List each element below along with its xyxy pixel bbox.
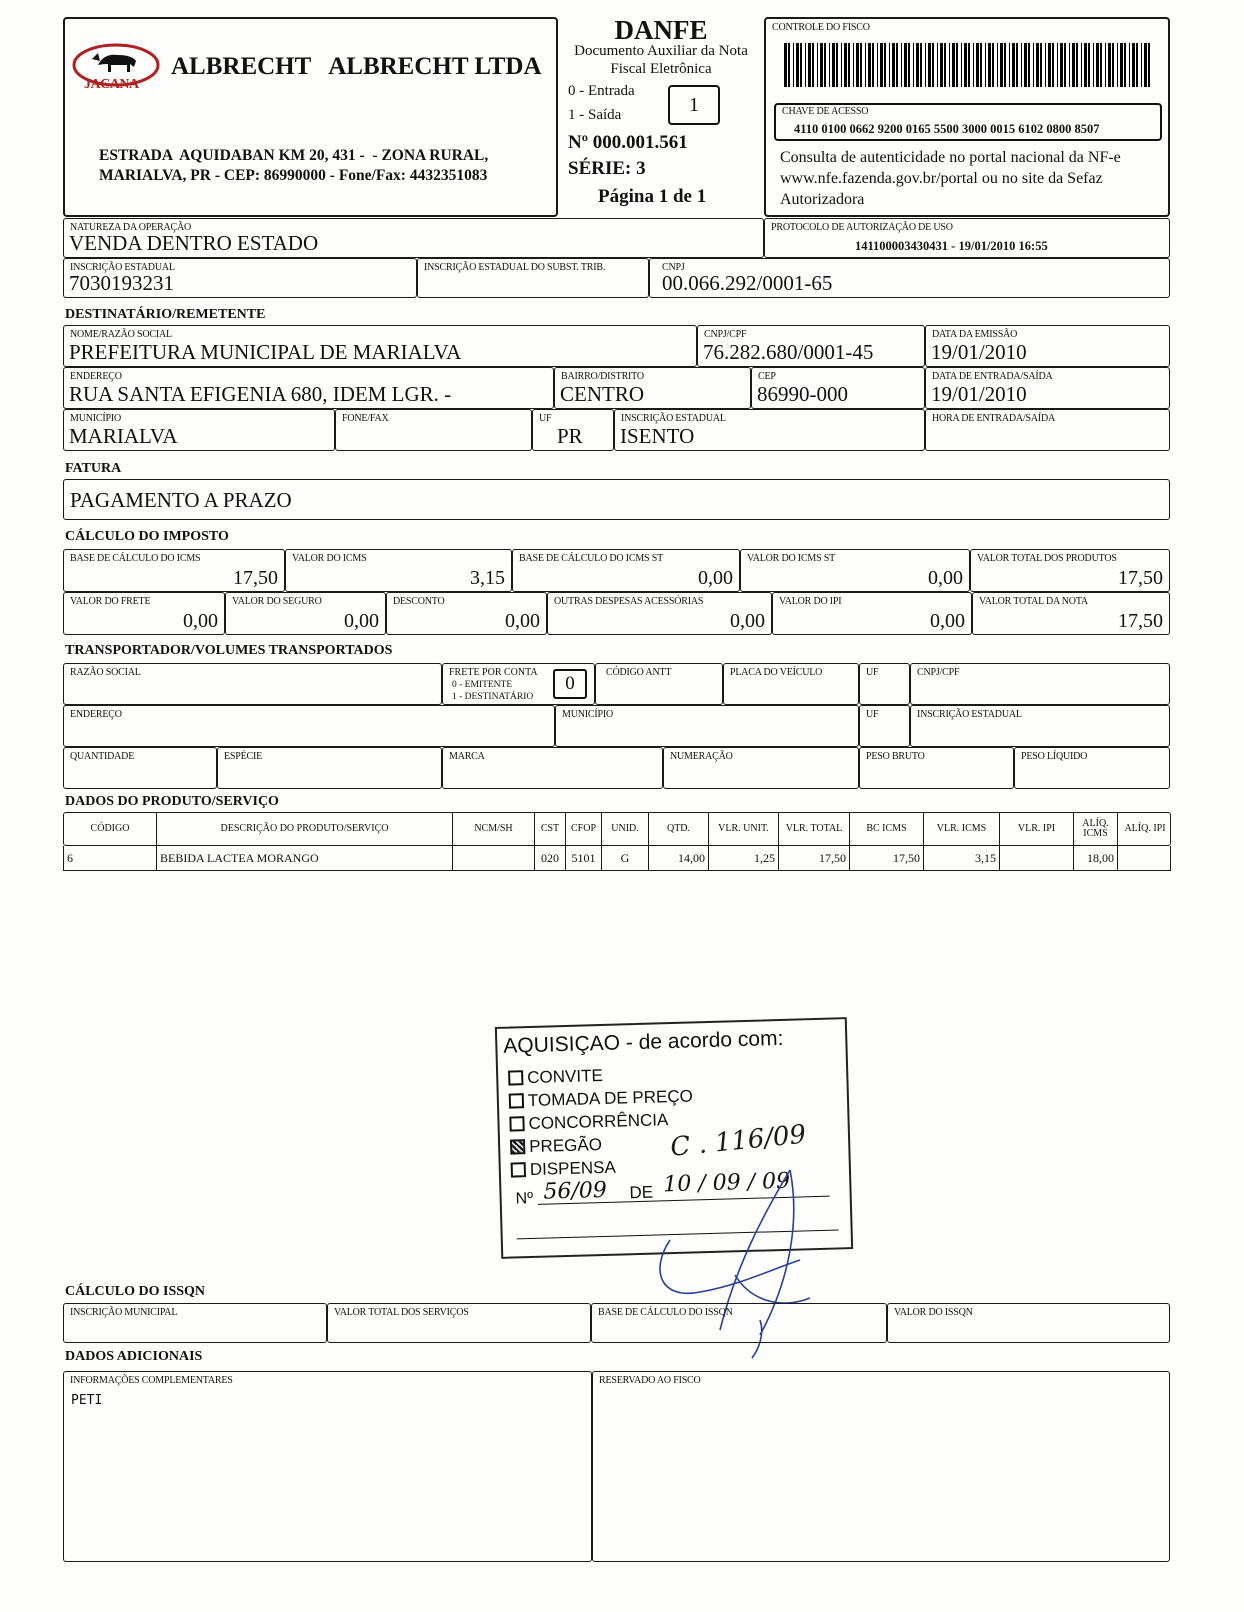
barcode-bar [1000, 43, 1003, 87]
barcode-bar [1072, 43, 1075, 87]
stamp-option-dispensa: DISPENSA [511, 1158, 617, 1181]
transp-ie-field: INSCRIÇÃO ESTADUAL [910, 705, 1170, 747]
barcode-bar [784, 43, 787, 87]
imposto-valor-icms-st: VALOR DO ICMS ST 0,00 [740, 549, 970, 592]
danfe-numero: Nº 000.001.561 [568, 132, 688, 153]
barcode-bar [932, 43, 934, 87]
consulta-text: Consulta de autenticidade no portal nacional da NF-e www.nfe.fazenda.gov.br/portal ou no site da Sefaz Autorizadora [780, 149, 1121, 208]
dest-uf-value: PR [557, 424, 583, 448]
transp-antt-field: CÓDIGO ANTT [595, 663, 723, 705]
transp-endereco-field: ENDEREÇO [63, 705, 555, 747]
barcode-bar [997, 43, 998, 87]
barcode-bar [1021, 43, 1022, 87]
barcode-bar [944, 43, 946, 87]
barcode-bar [1052, 43, 1054, 87]
barcode-bar [1016, 43, 1018, 87]
stamp-no-label: Nº [515, 1189, 534, 1208]
transporte-section-title: TRANSPORTADOR/VOLUMES TRANSPORTADOS [65, 643, 393, 658]
imposto-valor-icms: VALOR DO ICMS 3,15 [285, 549, 512, 592]
controle-fisco-label: CONTROLE DO FISCO [772, 22, 870, 33]
transp-cnpj-field: CNPJ/CPF [910, 663, 1170, 705]
barcode-bar [805, 43, 806, 87]
transp-peso-bruto-field: PESO BRUTO [859, 747, 1014, 789]
danfe-title: DANFE [614, 15, 708, 45]
barcode-bar [1084, 43, 1087, 87]
imposto-seguro: VALOR DO SEGURO 0,00 [225, 592, 386, 635]
issqn-valor-field: VALOR DO ISSQN [887, 1303, 1170, 1343]
barcode-bar [1024, 43, 1027, 87]
danfe-tipo-box [668, 85, 720, 125]
destinatario-section-title: DESTINATÁRIO/REMETENTE [65, 307, 266, 322]
barcode-bar [889, 43, 890, 87]
barcode-bar [1036, 43, 1039, 87]
transp-razao-field: RAZÃO SOCIAL [63, 663, 442, 705]
barcode-bar [901, 43, 902, 87]
barcode-bar [940, 43, 943, 87]
barcode-bar [1148, 43, 1150, 87]
stamp-option-pregao: PREGÃO [510, 1135, 602, 1158]
barcode-bar [956, 43, 958, 87]
dest-endereco-value: RUA SANTA EFIGENIA 680, IDEM LGR. - [69, 382, 452, 406]
barcode-bar [1012, 43, 1015, 87]
imposto-base-icms: BASE DE CÁLCULO DO ICMS 17,50 [63, 549, 285, 592]
dest-endereco-field: ENDEREÇO RUA SANTA EFIGENIA 680, IDEM LGR. - [63, 367, 554, 409]
barcode-bar [925, 43, 926, 87]
ie-field: INSCRIÇÃO ESTADUAL 7030193231 [63, 258, 417, 298]
dest-nome-field: NOME/RAZÃO SOCIAL PREFEITURA MUNICIPAL DE MARIALVA [63, 325, 697, 367]
ie-st-field: INSCRIÇÃO ESTADUAL DO SUBST. TRIB. [417, 258, 649, 298]
issqn-section-title: CÁLCULO DO ISSQN [65, 1284, 206, 1299]
chave-acesso-value: 4110 0100 0662 9200 0165 5500 3000 0015 6102 0800 8507 [794, 122, 1100, 136]
imposto-valor-ipi: VALOR DO IPI 0,00 [772, 592, 972, 635]
dest-ie-value: ISENTO [620, 424, 695, 448]
barcode-bar [860, 43, 862, 87]
barcode-bar [1045, 43, 1046, 87]
barcode-bar [880, 43, 883, 87]
dest-emissao-value: 19/01/2010 [931, 340, 1027, 364]
chave-acesso-label: CHAVE DE ACESSO [782, 106, 869, 117]
emitente-address-line2: MARIALVA, PR - CEP: 86990000 - Fone/Fax: 4432351083 [99, 167, 488, 184]
barcode-bar [1136, 43, 1138, 87]
barcode-bar [832, 43, 835, 87]
dest-emissao-field: DATA DA EMISSÃO 19/01/2010 [925, 325, 1170, 367]
stamp-de-value: 10 / 09 / 09 [662, 1168, 791, 1198]
barcode-bar [853, 43, 854, 87]
barcode-bar [848, 43, 850, 87]
barcode-bar [1028, 43, 1030, 87]
stamp-option-convite: CONVITE [508, 1066, 603, 1089]
cnpj-emitente-value: 00.066.292/0001-65 [662, 271, 833, 295]
barcode-bar [920, 43, 922, 87]
barcode-bar [1081, 43, 1082, 87]
danfe-subtitle-1: Documento Auxiliar da Nota [574, 43, 748, 59]
reservado-fisco-field: RESERVADO AO FISCO [592, 1371, 1170, 1562]
barcode-bar [980, 43, 982, 87]
table-row: 6 BEBIDA LACTEA MORANGO 020 5101 G 14,00 1,25 17,50 17,50 3,15 18,00 [63, 846, 1171, 871]
barcode-bar [1040, 43, 1042, 87]
barcode-bar [985, 43, 986, 87]
emitente-box [63, 17, 558, 217]
dest-cnpj-value: 76.282.680/0001-45 [703, 340, 874, 364]
checkbox-icon [509, 1116, 524, 1131]
dest-municipio-field: MUNICÍPIO MARIALVA [63, 409, 335, 451]
imposto-outras-despesas: OUTRAS DESPESAS ACESSÓRIAS 0,00 [547, 592, 772, 635]
issqn-base-field: BASE DE CÁLCULO DO ISSQN [591, 1303, 887, 1343]
barcode-bar [788, 43, 790, 87]
barcode-bar [1105, 43, 1106, 87]
produtos-header-row: CÓDIGO DESCRIÇÃO DO PRODUTO/SERVIÇO NCM/SH CST CFOP UNID. QTD. VLR. UNIT. VLR. TOTAL BC ICMS VLR. ICMS VLR. IPI ALÍQ. ICMS ALÍQ. IPI [63, 812, 1171, 846]
barcode-bar [1120, 43, 1123, 87]
stamp-de-label: DE [629, 1182, 654, 1203]
fatura-section-title: FATURA [65, 461, 122, 476]
transp-marca-field: MARCA [442, 747, 663, 789]
dest-uf-field: UF PR [532, 409, 614, 451]
barcode-bar [1064, 43, 1066, 87]
transp-placa-field: PLACA DO VEÍCULO [723, 663, 859, 705]
transp-numeracao-field: NUMERAÇÃO [663, 747, 859, 789]
barcode-bar [829, 43, 830, 87]
dest-saida-value: 19/01/2010 [931, 382, 1027, 406]
danfe-center [558, 17, 764, 217]
produtos-section-title: DADOS DO PRODUTO/SERVIÇO [65, 794, 279, 809]
transp-uf2-field: UF [859, 705, 910, 747]
barcode-bar [1096, 43, 1099, 87]
barcode-bar [793, 43, 794, 87]
danfe-subtitle-2: Fiscal Eletrônica [610, 61, 712, 77]
danfe-entrada: 0 - Entrada [568, 83, 635, 99]
checked-checkbox-icon [510, 1139, 525, 1154]
barcode-bar [868, 43, 871, 87]
barcode-bar [1100, 43, 1102, 87]
barcode-bar [1009, 43, 1010, 87]
transp-peso-liquido-field: PESO LÍQUIDO [1014, 747, 1170, 789]
barcode-bar [908, 43, 910, 87]
barcode-bar [913, 43, 914, 87]
barcode-bar [800, 43, 802, 87]
barcode-bar [1112, 43, 1114, 87]
checkbox-icon [508, 1070, 523, 1085]
transp-especie-field: ESPÉCIE [217, 747, 442, 789]
transp-frete-field: FRETE POR CONTA 0 - EMITENTE 1 - DESTINATÁRIO 0 [442, 663, 595, 705]
imposto-total-produtos: VALOR TOTAL DOS PRODUTOS 17,50 [970, 549, 1170, 592]
barcode-bar [841, 43, 842, 87]
transp-uf-field: UF [859, 663, 910, 705]
barcode-bar [865, 43, 866, 87]
protocolo-field: PROTOCOLO DE AUTORIZAÇÃO DE USO 141100003430431 - 19/01/2010 16:55 [764, 218, 1170, 258]
dest-fone-field: FONE/FAX [335, 409, 532, 451]
issqn-servicos-field: VALOR TOTAL DOS SERVIÇOS [327, 1303, 591, 1343]
info-complementares-field: INFORMAÇÕES COMPLEMENTARES PETI [63, 1371, 592, 1562]
dest-municipio-value: MARIALVA [69, 424, 178, 448]
barcode-bar [949, 43, 950, 87]
barcode-bar [964, 43, 967, 87]
barcode-bar [968, 43, 970, 87]
barcode-bar [872, 43, 874, 87]
imposto-total-nota: VALOR TOTAL DA NOTA 17,50 [972, 592, 1170, 635]
barcode-bar [1033, 43, 1034, 87]
company-logo [70, 41, 162, 95]
danfe-saida: 1 - Saída [568, 107, 622, 123]
barcode-bar [877, 43, 878, 87]
stamp-option-concorrencia: CONCORRÊNCIA [509, 1110, 668, 1134]
fatura-value: PAGAMENTO A PRAZO [70, 488, 292, 512]
info-complementares-value: PETI [71, 1393, 103, 1408]
barcode-bar [836, 43, 838, 87]
barcode-bar [1132, 43, 1135, 87]
barcode-bar [1129, 43, 1130, 87]
barcode-bar [817, 43, 818, 87]
barcode-bar [988, 43, 991, 87]
stamp-title: AQUISIÇAO - de acordo com: [503, 1026, 784, 1058]
barcode-bar [796, 43, 799, 87]
barcode-bar [976, 43, 979, 87]
barcode-bar [820, 43, 823, 87]
danfe-serie: SÉRIE: 3 [568, 158, 646, 179]
imposto-frete: VALOR DO FRETE 0,00 [63, 592, 225, 635]
barcode-bar [1060, 43, 1063, 87]
barcode-bar [856, 43, 859, 87]
imposto-section-title: CÁLCULO DO IMPOSTO [65, 529, 229, 544]
controle-fisco-box [764, 17, 1170, 217]
barcode-bar [1076, 43, 1078, 87]
barcode-bar [884, 43, 886, 87]
barcode-bar [952, 43, 955, 87]
barcode-bar [1141, 43, 1142, 87]
imposto-desconto: DESCONTO 0,00 [386, 592, 547, 635]
logo-text: JACANA [84, 77, 139, 92]
emitente-name: ALBRECHT ALBRECHT LTDA [171, 53, 542, 80]
barcode-bar [824, 43, 826, 87]
chave-acesso-box [774, 103, 1162, 141]
barcode-bar [1057, 43, 1058, 87]
barcode-bar [973, 43, 974, 87]
barcode-bar [812, 43, 814, 87]
danfe-pagina: Página 1 de 1 [598, 186, 707, 207]
barcode-bar [1048, 43, 1051, 87]
stamp-option-tomada: TOMADA DE PREÇO [509, 1086, 693, 1111]
barcode-bar [937, 43, 938, 87]
checkbox-icon [511, 1162, 526, 1177]
barcode-bar [1108, 43, 1111, 87]
dest-cep-field: CEP 86990-000 [751, 367, 925, 409]
stamp-handwritten-ref: C . 116/09 [668, 1119, 808, 1163]
barcode-bar [1093, 43, 1094, 87]
barcode-bar [1004, 43, 1006, 87]
transp-quantidade-field: QUANTIDADE [63, 747, 217, 789]
barcode-bar [844, 43, 847, 87]
cnpj-emitente-field: CNPJ 00.066.292/0001-65 [649, 258, 1170, 298]
barcode-bar [1088, 43, 1090, 87]
barcode-bar [1144, 43, 1147, 87]
barcode-bar [916, 43, 919, 87]
ie-value: 7030193231 [69, 271, 174, 295]
stamp-no-value: 56/09 [543, 1177, 608, 1205]
barcode-bar [1069, 43, 1070, 87]
natureza-operacao-field: NATUREZA DA OPERAÇÃO VENDA DENTRO ESTADO [63, 218, 764, 258]
barcode-bar [928, 43, 931, 87]
barcode-bar [1124, 43, 1126, 87]
dest-bairro-field: BAIRRO/DISTRITO CENTRO [554, 367, 751, 409]
dest-saida-field: DATA DE ENTRADA/SAÍDA 19/01/2010 [925, 367, 1170, 409]
dest-hora-field: HORA DE ENTRADA/SAÍDA [925, 409, 1170, 451]
barcode-bar [904, 43, 907, 87]
fatura-box [63, 479, 1170, 520]
transp-municipio-field: MUNICÍPIO [555, 705, 859, 747]
barcode-bar [992, 43, 994, 87]
dest-bairro-value: CENTRO [560, 382, 644, 406]
natureza-operacao-value: VENDA DENTRO ESTADO [69, 231, 319, 255]
protocolo-value: 141100003430431 - 19/01/2010 16:55 [855, 239, 1048, 253]
dest-nome-value: PREFEITURA MUNICIPAL DE MARIALVA [69, 340, 462, 364]
checkbox-icon [509, 1093, 524, 1108]
emitente-address-line1: ESTRADA AQUIDABAN KM 20, 431 - - ZONA RURAL, [99, 147, 489, 164]
issqn-im-field: INSCRIÇÃO MUNICIPAL [63, 1303, 327, 1343]
dest-cnpj-field: CNPJ/CPF 76.282.680/0001-45 [697, 325, 925, 367]
imposto-base-icms-st: BASE DE CÁLCULO DO ICMS ST 0,00 [512, 549, 740, 592]
dest-ie-field: INSCRIÇÃO ESTADUAL ISENTO [614, 409, 925, 451]
barcode-bar [896, 43, 898, 87]
barcode-bar [961, 43, 962, 87]
barcode-bar [892, 43, 895, 87]
barcode-bar [1117, 43, 1118, 87]
adicionais-section-title: DADOS ADICIONAIS [65, 1349, 203, 1364]
barcode-bar [808, 43, 811, 87]
danfe-tipo: 1 [689, 93, 699, 116]
transp-frete-value-box: 0 [553, 669, 587, 699]
barcode [784, 43, 1154, 87]
dest-cep-value: 86990-000 [757, 382, 848, 406]
